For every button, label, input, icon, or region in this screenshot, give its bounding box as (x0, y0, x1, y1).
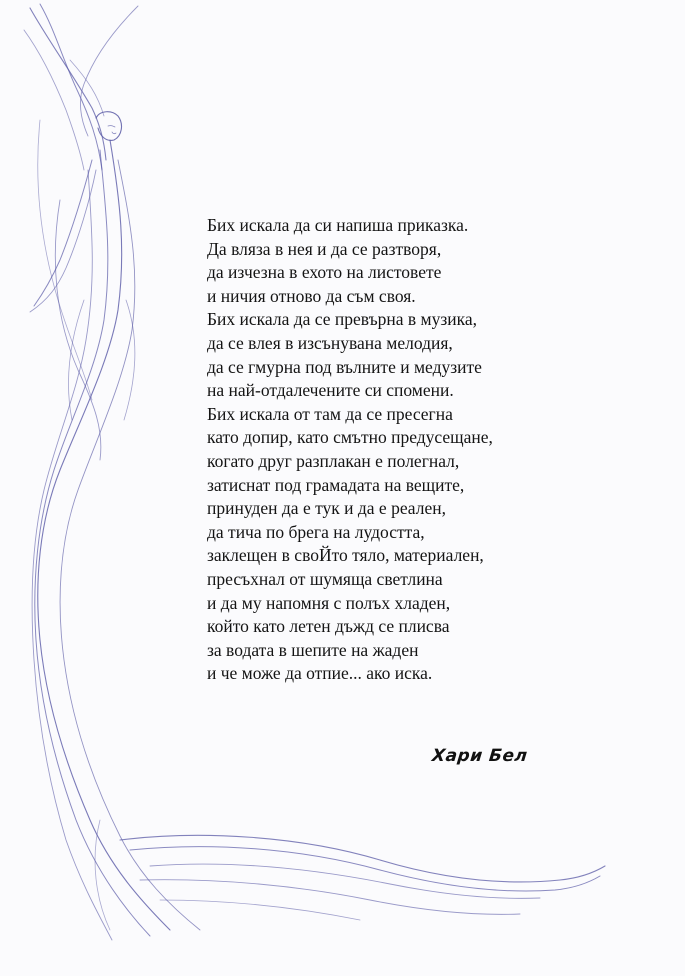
sketch-stroke (60, 160, 200, 930)
sketch-stroke (140, 880, 520, 915)
sketch-stroke (38, 120, 92, 400)
sketch-stroke (40, 4, 102, 170)
poem-line: затиснат под грамадата на вещите, (207, 474, 465, 495)
poem-line: пресъхнал от шумяща светлина (207, 568, 443, 589)
sketch-stroke (150, 864, 540, 898)
author-signature: Хари Бел (430, 746, 529, 766)
poem-line: Да вляза в нея и да се разтворя, (207, 238, 442, 259)
poem-line: Бих искала от там да се пресегна (207, 403, 453, 424)
sketch-stroke (30, 170, 96, 312)
poem-line: да се влея в изсънувана мелодия, (207, 332, 453, 353)
poem-line: когато друг разплакан е полегнал, (207, 450, 460, 471)
poem-line: за водата в шепите на жаден (207, 639, 419, 660)
poem-line: да се гмурна под вълните и медузите (207, 356, 482, 377)
sketch-stroke (24, 30, 84, 170)
sketch-stroke (55, 200, 101, 460)
sketch-stroke (130, 847, 600, 891)
poem-line: като допир, като смътно предусещане, (207, 427, 493, 448)
sketch-stroke (108, 126, 115, 127)
poem-line: принуден да е тук и да е реален, (207, 498, 446, 519)
poem-line: да изчезна в ехото на листовете (207, 262, 442, 283)
sketch-stroke (70, 60, 104, 116)
sketch-stroke (81, 6, 138, 136)
poem-line: който като летен дъжд се плисва (207, 616, 450, 637)
poem-line: заклещен в своЙто тяло, материален, (207, 545, 484, 566)
poem-line: да тича по брега на лудостта, (207, 521, 425, 542)
poem-line: Бих искала да се превърна в музика, (207, 309, 478, 330)
poem-line: и да му напомня с полъх хладен, (207, 592, 451, 613)
poem-line: на най-отдалечените си спомени. (207, 380, 454, 401)
poem-line: и че може да отпие... ако иска. (207, 663, 433, 684)
sketch-stroke (160, 900, 360, 920)
sketch-stroke (30, 8, 106, 160)
sketch-stroke (32, 170, 112, 940)
poem-text (207, 214, 493, 686)
poem-line: Бих искала да си напиша приказка. (207, 215, 469, 235)
sketch-stroke (112, 132, 116, 134)
sketch-stroke (120, 835, 605, 882)
poem-line: и ничия отново да съм своя. (207, 285, 416, 306)
